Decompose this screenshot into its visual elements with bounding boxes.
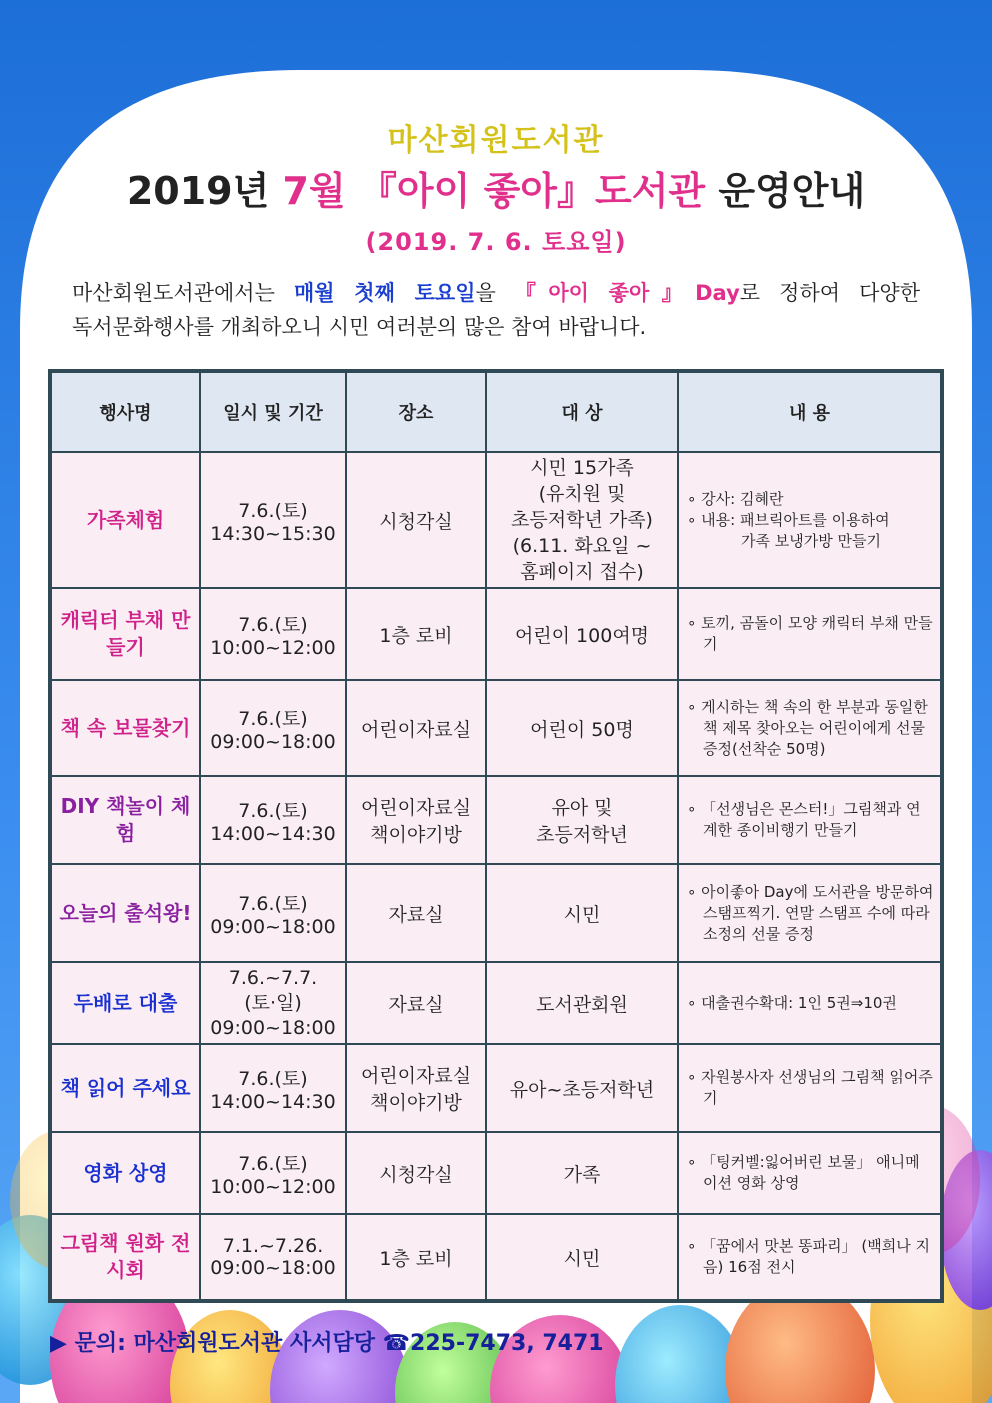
date-line: 7.6.(토) — [238, 892, 308, 915]
event-target — [486, 588, 678, 680]
event-content — [678, 452, 941, 588]
content-line: ∘ 토끼, 곰돌이 모양 캐릭터 부채 만들기 — [687, 614, 933, 653]
table-row — [51, 1044, 941, 1132]
table-row — [51, 680, 941, 776]
poster-title — [0, 160, 992, 215]
place-line: 어린이자료실 — [360, 797, 472, 819]
place-line: 자료실 — [388, 993, 444, 1016]
table-row — [51, 1214, 941, 1300]
date-line: 7.6.(토) — [238, 1152, 308, 1175]
content-line: ∘ 대출권수확대: 1인 5권⇒10권 — [687, 993, 897, 1012]
event-place — [346, 864, 486, 962]
intro-text-1: 마산회원도서관에서는 — [72, 281, 275, 305]
event-target — [486, 1214, 678, 1300]
event-content — [678, 864, 941, 962]
header-place: 장소 — [346, 372, 486, 452]
time-line: 09:00~18:00 — [210, 1257, 336, 1279]
event-content — [678, 1132, 941, 1214]
date-line: 7.6.~7.7. — [228, 966, 318, 989]
event-name: 가족체험 — [51, 452, 200, 588]
title-event: 『아이 좋아』도서관 — [358, 169, 706, 213]
time-line: 14:00~14:30 — [210, 822, 336, 845]
content-line: ∘ 자원봉사자 선생님의 그림책 읽어주기 — [687, 1068, 933, 1107]
target-line: 초등저학년 가족) — [511, 509, 653, 531]
event-name: 책 속 보물찾기 — [51, 680, 200, 776]
event-target — [486, 1044, 678, 1132]
event-content — [678, 680, 941, 776]
event-name: 그림책 원화 전시회 — [51, 1214, 200, 1300]
table-row — [51, 776, 941, 864]
target-line: 도서관회원 — [536, 993, 628, 1016]
header-event-name: 행사명 — [51, 372, 200, 452]
header-date: 일시 및 기간 — [200, 372, 346, 452]
event-date-cell — [200, 1044, 346, 1132]
event-place — [346, 680, 486, 776]
event-date-cell — [200, 588, 346, 680]
event-target — [486, 864, 678, 962]
table-row — [51, 1132, 941, 1214]
event-content — [678, 776, 941, 864]
event-name: 캐릭터 부채 만들기 — [51, 588, 200, 680]
event-date: (2019. 7. 6. 토요일) — [365, 228, 627, 256]
event-name: 두배로 대출 — [51, 962, 200, 1044]
content-line: ∘ 게시하는 책 속의 한 부분과 동일한 책 제목 찾아오는 어린이에게 선물 증정(선착순 50명) — [687, 697, 928, 758]
target-line: 유아~초등저학년 — [509, 1078, 655, 1101]
event-place — [346, 1214, 486, 1300]
place-line: 시청각실 — [379, 1163, 453, 1186]
place-line: 1층 로비 — [379, 624, 453, 647]
time-line: 09:00~18:00 — [210, 1016, 336, 1039]
event-content — [678, 588, 941, 680]
target-line: 유아 및 — [551, 797, 613, 819]
target-line: 가족 — [563, 1163, 601, 1186]
event-date-cell — [200, 452, 346, 588]
event-table — [48, 369, 944, 1303]
table-row — [51, 962, 941, 1044]
time-line: 14:30~15:30 — [210, 522, 336, 545]
target-line: (6.11. 화요일 ~ — [512, 535, 652, 557]
date-line: 7.6.(토) — [238, 799, 308, 822]
event-place — [346, 962, 486, 1044]
target-line: 어린이 100여명 — [514, 624, 650, 647]
event-place — [346, 1044, 486, 1132]
table-row — [51, 452, 941, 588]
title-year: 2019년 — [126, 169, 270, 213]
event-date-cell — [200, 680, 346, 776]
event-name: 영화 상영 — [51, 1132, 200, 1214]
event-place — [346, 776, 486, 864]
event-target — [486, 776, 678, 864]
content-line: ∘ 「팅커벨:잃어버린 보물」 애니메이션 영화 상영 — [687, 1153, 920, 1192]
content-line: ∘ 내용: 패브릭아트를 이용하여 — [687, 510, 890, 529]
intro-highlight-2: 『아이 좋아』Day — [514, 281, 740, 305]
content-line: ∘ 「꿈에서 맛본 똥파리」 (백희나 지음) 16점 전시 — [687, 1237, 930, 1276]
intro-highlight-1: 매월 첫째 토요일 — [293, 281, 476, 305]
event-date-cell — [200, 1214, 346, 1300]
event-date-cell — [200, 1132, 346, 1214]
event-date-cell — [200, 776, 346, 864]
place-line: 1층 로비 — [379, 1247, 453, 1270]
content-line: 가족 보냉가방 만들기 — [741, 531, 881, 550]
date-line: 7.6.(토) — [238, 613, 308, 636]
target-line: 시민 15가족 — [530, 457, 634, 479]
time-line: 10:00~12:00 — [210, 636, 336, 659]
header-target: 대 상 — [486, 372, 678, 452]
title-month: 7월 — [282, 169, 346, 213]
date-line: 7.6.(토) — [238, 1067, 308, 1090]
target-line: 시민 — [563, 1247, 601, 1270]
date-line: 7.6.(토) — [238, 707, 308, 730]
event-name: 오늘의 출석왕! — [51, 864, 200, 962]
intro-paragraph — [72, 276, 920, 344]
intro-line-2: 독서문화행사를 개최하오니 시민 여러분의 많은 참여 바랍니다. — [72, 315, 647, 339]
target-line: 홈페이지 접수) — [520, 561, 644, 583]
event-date-cell — [200, 962, 346, 1044]
event-place — [346, 1132, 486, 1214]
title-rest: 운영안내 — [718, 169, 866, 213]
time-line: 14:00~14:30 — [210, 1090, 336, 1113]
header-content: 내 용 — [678, 372, 941, 452]
date-line: (토·일) — [244, 991, 302, 1014]
place-line: 어린이자료실 — [360, 1065, 472, 1087]
event-target — [486, 452, 678, 588]
place-line: 어린이자료실 — [360, 718, 472, 741]
intro-text-2: 을 — [475, 281, 496, 305]
place-line: 책이야기방 — [370, 824, 462, 846]
target-line: 어린이 50명 — [530, 718, 634, 741]
table-header-row — [51, 372, 941, 452]
place-line: 시청각실 — [379, 510, 453, 533]
event-date-cell — [200, 864, 346, 962]
time-line: 09:00~18:00 — [210, 730, 336, 753]
place-line: 책이야기방 — [370, 1092, 462, 1114]
table-row — [51, 864, 941, 962]
table-row — [51, 588, 941, 680]
library-name: 마산회원도서관 — [387, 123, 605, 158]
target-line: (유치원 및 — [538, 483, 626, 505]
place-line: 자료실 — [388, 903, 444, 926]
intro-line-1 — [72, 276, 920, 310]
date-line: 7.1.~7.26. — [222, 1235, 324, 1257]
intro-text-3: 로 정하여 다양한 — [739, 281, 920, 305]
event-target — [486, 1132, 678, 1214]
event-target — [486, 962, 678, 1044]
content-line: ∘ 아이좋아 Day에 도서관을 방문하여 스탬프찍기. 연말 스탬프 수에 따라 소정의 선물 증정 — [687, 882, 934, 943]
target-line: 초등저학년 — [536, 824, 628, 846]
time-line: 10:00~12:00 — [210, 1175, 336, 1198]
event-name: DIY 책놀이 체험 — [51, 776, 200, 864]
event-name: 책 읽어 주세요 — [51, 1044, 200, 1132]
event-place — [346, 588, 486, 680]
time-line: 09:00~18:00 — [210, 915, 336, 938]
event-place — [346, 452, 486, 588]
target-line: 시민 — [563, 903, 601, 926]
event-content — [678, 1044, 941, 1132]
content-line: ∘ 강사: 김혜란 — [687, 489, 784, 508]
contact-info: ▶ 문의: 마산회원도서관 사서담당 ☎225-7473, 7471 — [50, 1331, 604, 1356]
event-content — [678, 962, 941, 1044]
date-line: 7.6.(토) — [238, 499, 308, 522]
content-line: ∘ 「선생님은 몬스터!」그림책과 연계한 종이비행기 만들기 — [687, 800, 921, 839]
event-content — [678, 1214, 941, 1300]
event-target — [486, 680, 678, 776]
